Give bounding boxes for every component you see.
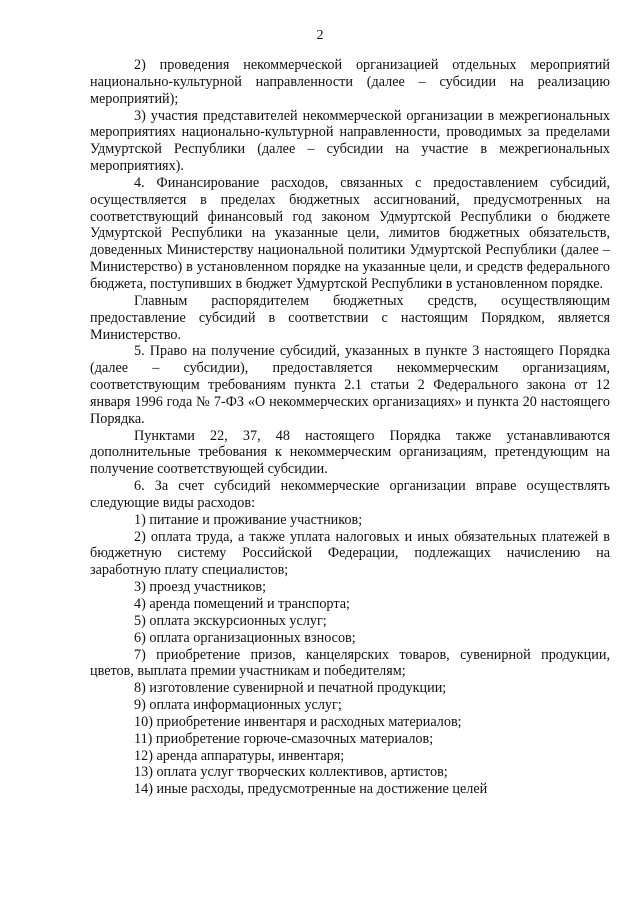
list-item-expense-1: 1) питание и проживание участников; xyxy=(134,511,363,528)
paragraph-item-4-financing: 4. Финансирование расходов, связанных с предоставлением субсидий, осуществляется в пределах бюджетных ассигнований, предусмотренных на соответствующий финансовый год законом Удмуртской Республики о бюджете Удмуртской Республики на указанные цели, лимитов бюджетных обязательств, доведенных Министерству национальной политики Удмуртской Республики (далее – Министерство) в установленном порядке на указанные цели, и средств федерального бюджета, поступивших в бюджет Удмуртской Республики в установленном порядке. xyxy=(90,174,610,292)
list-item-expense-6: 6) оплата организационных взносов; xyxy=(134,629,356,646)
list-item-expense-2: 2) оплата труда, а также уплата налоговых и иных обязательных платежей в бюджетную систему Российской Федерации, подлежащих начислению на заработную плату специалистов; xyxy=(90,528,610,579)
list-item-expense-11: 11) приобретение горюче-смазочных материалов; xyxy=(134,730,434,747)
paragraph-item-6-expenses: 6. За счет субсидий некоммерческие организации вправе осуществлять следующие виды расходов: xyxy=(90,478,610,511)
list-item-expense-13: 13) оплата услуг творческих коллективов, артистов; xyxy=(134,764,448,781)
list-item-expense-10: 10) приобретение инвентаря и расходных материалов; xyxy=(134,713,462,730)
paragraph-subsidy-interregional: 3) участия представителей некоммерческой организации в межрегиональных мероприятиях национально-культурной направленности, проводимых за пределами Удмуртской Республики (далее – субсидии на участие в межрегиональных мероприятиях). xyxy=(90,107,610,175)
paragraph-subsidy-events: 2) проведения некоммерческой организацией отдельных мероприятий национально-культурной направленности (далее – субсидии на реализацию мероприятий); xyxy=(90,57,610,107)
list-item-expense-5: 5) оплата экскурсионных услуг; xyxy=(134,612,327,629)
list-item-expense-9: 9) оплата информационных услуг; xyxy=(134,697,342,714)
list-item-expense-12: 12) аренда аппаратуры, инвентаря; xyxy=(134,747,345,764)
list-item-expense-8: 8) изготовление сувенирной и печатной продукции; xyxy=(134,680,447,697)
list-item-expense-7: 7) приобретение призов, канцелярских товаров, сувенирной продукции, цветов, выплата премии участникам и победителям; xyxy=(90,646,610,680)
page-number: 2 xyxy=(316,28,324,43)
paragraph-item-5-eligibility: 5. Право на получение субсидий, указанных в пункте 3 настоящего Порядка (далее – субсидии), предоставляется некоммерческим организациям, соответствующим требованиям пункта 2.1 статьи 2 Федерального закона от 12 января 1996 года № 7-ФЗ «О некоммерческих организациях» и пункта 20 настоящего Порядка. xyxy=(90,343,610,427)
list-item-expense-14: 14) иные расходы, предусмотренные на достижение целей xyxy=(134,781,488,798)
document-body xyxy=(90,57,610,798)
list-item-expense-3: 3) проезд участников; xyxy=(134,579,267,596)
paragraph-chief-administrator: Главным распорядителем бюджетных средств, осуществляющим предоставление субсидий в соответствии с настоящим Порядком, является Министерство. xyxy=(90,292,610,343)
list-item-expense-4: 4) аренда помещений и транспорта; xyxy=(134,596,350,612)
paragraph-additional-requirements: Пунктами 22, 37, 48 настоящего Порядка также устанавливаются дополнительные требования к некоммерческим организациям, претендующим на получение соответствующей субсидии. xyxy=(90,427,610,478)
